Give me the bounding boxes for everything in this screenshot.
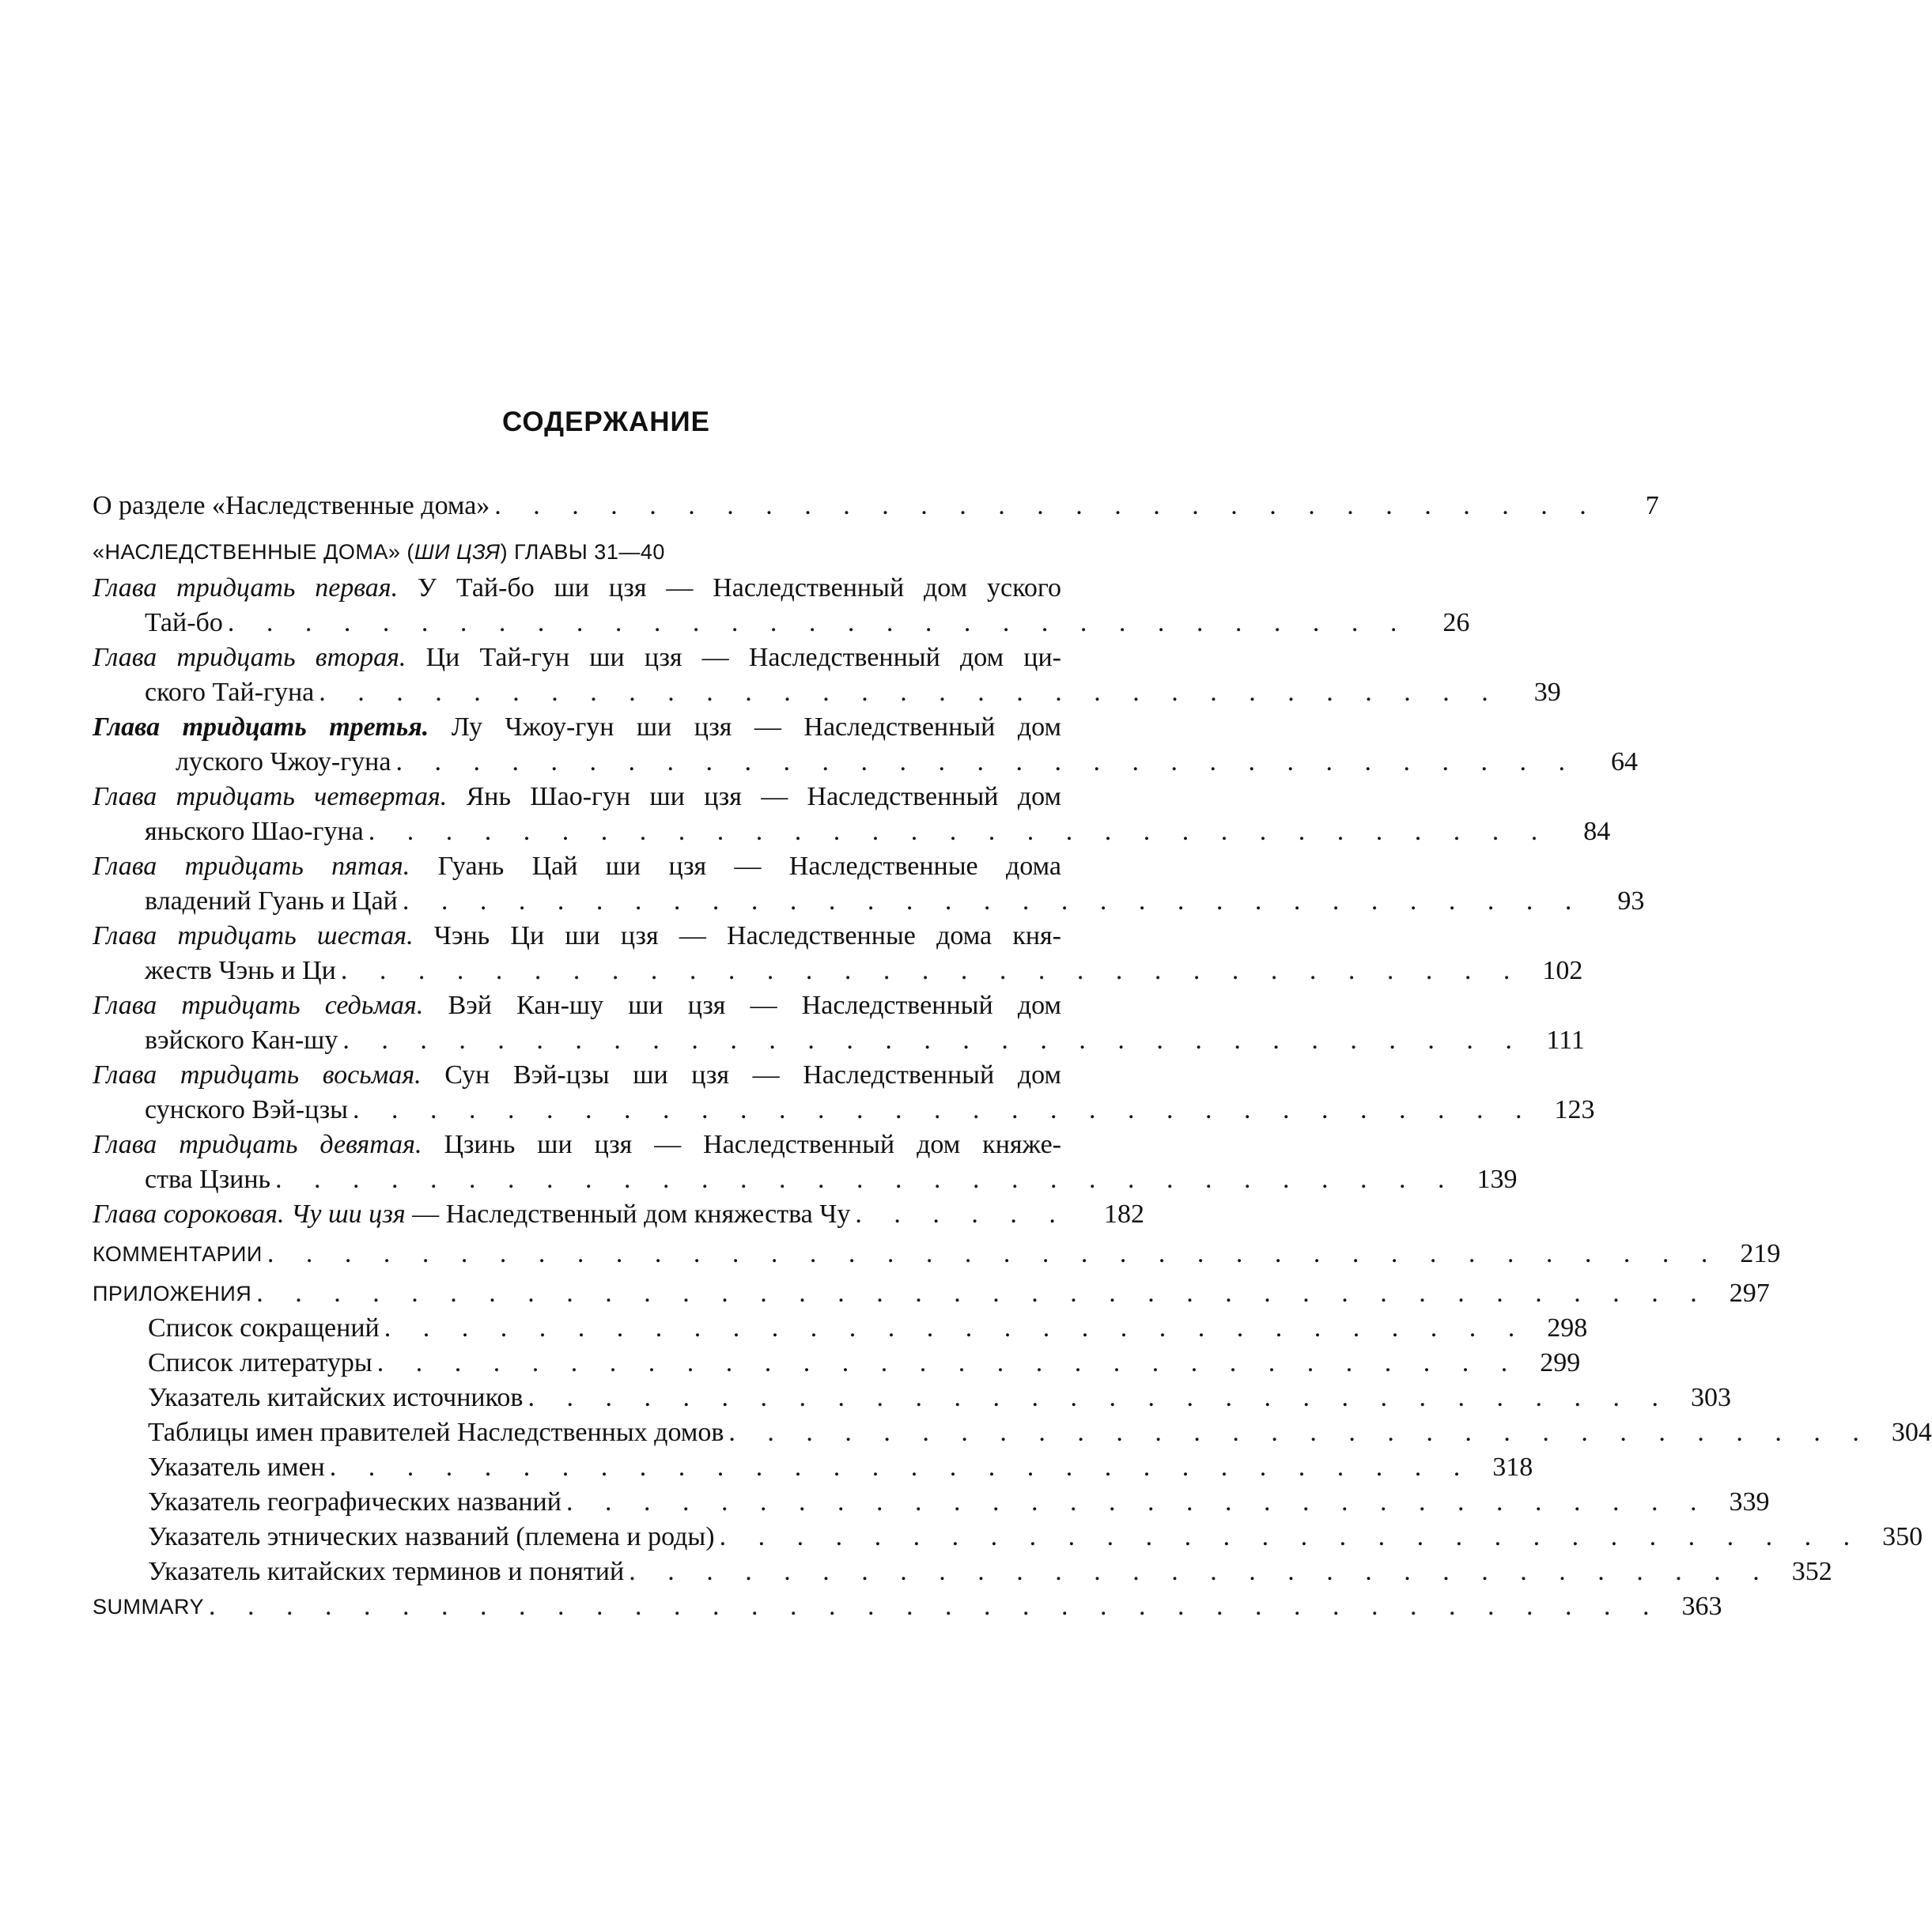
chapter-title-cont: яньского Шао-гуна [145,814,369,849]
toc-entry-chapter-38 [93,1058,1595,1128]
toc-entry-appendix-item [93,1311,1588,1346]
toc-entry-label: Указатель этнических названий (племена и роды) [148,1520,720,1555]
toc-page-number: 297 [1729,1279,1770,1308]
chapter-prefix: Глава тридцать четвертая. [93,782,448,811]
toc-entry-chapter-39 [93,1128,1518,1197]
dot-leader: . . . . . . . . . . . . . . . . . . . . . . . . . . . . . . [629,1557,1772,1586]
toc-entry-label: Таблицы имен правителей Наследственных домов [148,1415,728,1450]
toc-entry-label: О разделе «Наследственные дома» [93,489,494,523]
toc-entry-label: ПРИЛОЖЕНИЯ [93,1276,256,1311]
toc-page-number: 298 [1547,1313,1588,1343]
section-heading: «НАСЛЕДСТВЕННЫЕ ДОМА» (ШИ ЦЗЯ) ГЛАВЫ 31—40 [93,540,665,564]
dot-leader: . . . . . . [855,1200,1068,1229]
toc-entry-label: Список литературы [148,1346,377,1381]
chapter-title: Ци Тай-гун ши цзя — Наследственный дом ци- [425,643,1061,672]
toc-page-number: 102 [1542,956,1583,985]
dot-leader: . . . . . . . . . . . . . . . . . . . . . . . . . . . . . [494,491,1599,520]
toc-page-number: 339 [1729,1487,1770,1517]
toc-entry-label: Указатель имен [148,1450,330,1485]
dot-leader: . . . . . . . . . . . . . . . . . . . . . . . . . . . . . . [565,1487,1710,1517]
dot-leader: . . . . . . . . . . . . . . . . . . . . . . . . . . . . . . . . . . . . . . [256,1279,1710,1308]
toc-page-number: 139 [1476,1165,1518,1194]
toc-entry-intro [93,489,1659,523]
toc-page-number: 304 [1891,1418,1932,1447]
dot-leader: . . . . . . . . . . . . . . . . . . . . . . . . . . . . . . . . . . . . . . [267,1239,1721,1268]
dot-leader: . . . . . . . . . . . . . . . . . . . . . . . . . . . . . . [527,1383,1671,1412]
chapter-prefix: Глава тридцать пятая. [93,852,410,881]
toc-entry-label: КОММЕНТАРИИ [93,1237,267,1271]
chapter-prefix: Глава тридцать седьмая. [93,991,424,1020]
toc-page-number: 111 [1546,1026,1585,1055]
toc-entry-chapter-34 [93,780,1611,849]
toc-entry-appendix-item [93,1555,1832,1589]
toc-page-number: 219 [1740,1239,1781,1268]
toc-entry-chapter-36 [93,919,1583,988]
toc-entry-label: SUMMARY [93,1589,209,1624]
toc-entry-appendix-item [93,1485,1770,1520]
chapter-prefix: Глава тридцать шестая. [93,921,414,950]
chapter-title-cont: сунского Вэй-цзы [145,1093,353,1128]
chapter-title: Цзинь ши цзя — Наследственный дом княже- [444,1130,1061,1159]
toc-entry-appendices [93,1276,1770,1311]
toc-entry-appendix-item [93,1450,1533,1485]
dot-leader: . . . . . . . . . . . . . . . . . . . . . . . . . . . . . . [329,1453,1473,1482]
chapter-title: Гуань Цай ши цзя — Наследственные дома [437,852,1061,881]
toc-entry-chapter-37 [93,988,1585,1058]
table-of-contents [93,489,1932,1624]
toc-entry-chapter-33 [93,710,1638,780]
toc-entry-chapter-35 [93,849,1645,919]
toc-page-number: 39 [1533,678,1561,707]
toc-page-number: 123 [1554,1095,1595,1124]
chapter-prefix: Глава тридцать девятая. [93,1130,422,1159]
chapter-title: Вэй Кан-шу ши цзя — Наследственный дом [448,991,1061,1020]
chapter-prefix: Глава тридцать первая. [93,573,399,603]
chapter-title: Чэнь Ци ши цзя — Наследственные дома кня- [433,921,1061,950]
dot-leader: . . . . . . . . . . . . . . . . . . . . . . . . . . . . . . [728,1418,1872,1447]
chapter-prefix: Глава тридцать вторая. [93,643,406,672]
toc-page-number: 350 [1882,1522,1923,1551]
toc-entry-label: Указатель географических названий [148,1485,566,1520]
dot-leader: . . . . . . . . . . . . . . . . . . . . . . . . . . . . . . . [402,886,1585,916]
dot-leader: . . . . . . . . . . . . . . . . . . . . . . . . . . . . . . [384,1313,1528,1343]
chapter-title: — Наследственный дом княжества Чу [405,1200,851,1229]
dot-leader: . . . . . . . . . . . . . . . . . . . . . . . . . . . . . . [376,1348,1521,1377]
dot-leader: . . . . . . . . . . . . . . . . . . . . . . . . . . . . . . . [353,1095,1535,1124]
page-title: СОДЕРЖАНИЕ [501,406,710,437]
chapter-title-cont: луского Чжоу-гуна [176,745,395,780]
chapter-prefix: Глава сороковая. Чу ши цзя [93,1200,406,1229]
chapter-title: Сун Вэй-цзы ши цзя — Наследственный дом [444,1060,1062,1090]
toc-page-number: 26 [1442,608,1470,637]
dot-leader: . . . . . . . . . . . . . . . . . . . . . . . . . . . . . . [719,1522,1863,1551]
toc-entry-chapter-31 [93,571,1470,640]
chapter-title-cont: Тай-бо [145,606,228,640]
chapter-list [93,571,1645,1197]
toc-page-number: 303 [1690,1383,1731,1412]
chapter-title: Янь Шао-гун ши цзя — Наследственный дом [466,782,1062,811]
dot-leader: . . . . . . . . . . . . . . . . . . . . . . . . . . . . . . . . . . . . . . [209,1592,1662,1621]
toc-entry-label: Указатель китайских терминов и понятий [148,1555,629,1589]
dot-leader: . . . . . . . . . . . . . . . . . . . . . . . . . . . . . . . [319,678,1501,707]
toc-entry-commentary [93,1237,1781,1271]
toc-page-number: 363 [1681,1592,1722,1621]
toc-entry-chapter-40 [93,1197,1144,1232]
chapter-title-cont: ского Тай-гуна [145,675,319,710]
dot-leader: . . . . . . . . . . . . . . . . . . . . . . . . . . . . . . . [368,817,1551,846]
toc-entry-appendix-item [93,1346,1581,1381]
toc-entry-label: Указатель китайских источников [148,1381,527,1415]
appendix-list [93,1311,1932,1589]
toc-entry-appendix-item [93,1381,1731,1415]
toc-page-number: 299 [1540,1348,1581,1377]
chapter-title: Лу Чжоу-гун ши цзя — Наследственный дом [451,712,1062,742]
chapter-title-cont: жеств Чэнь и Ци [145,954,341,988]
toc-page-number: 93 [1617,886,1645,916]
dot-leader: . . . . . . . . . . . . . . . . . . . . . . . . . . . . . . . [340,956,1523,985]
chapter-prefix: Глава тридцать третья. [93,712,429,742]
dot-leader: . . . . . . . . . . . . . . . . . . . . . . . . . . . . . . . [342,1026,1525,1055]
dot-leader: . . . . . . . . . . . . . . . . . . . . . . . . . . . . . . . [227,608,1410,637]
toc-page-number: 318 [1492,1453,1533,1482]
toc-entry-appendix-item [93,1415,1932,1450]
chapter-title-cont: владений Гуань и Цай [145,884,403,919]
chapter-title: У Тай-бо ши цзя — Наследственный дом уского [417,573,1062,603]
toc-page-number: 352 [1791,1557,1832,1586]
toc-entry-label: Список сокращений [148,1311,384,1346]
toc-page-number: 64 [1610,747,1638,776]
chapter-title-cont: ства Цзинь [145,1162,275,1197]
toc-page-number: 7 [1645,491,1659,520]
dot-leader: . . . . . . . . . . . . . . . . . . . . . . . . . . . . . . . [275,1165,1458,1194]
toc-entry-chapter-32 [93,640,1561,710]
toc-page-number: 84 [1583,817,1611,846]
dot-leader: . . . . . . . . . . . . . . . . . . . . . . . . . . . . . . . [395,747,1578,776]
toc-entry-appendix-item [93,1520,1923,1555]
toc-page-number: 182 [1104,1200,1144,1229]
chapter-title-cont: вэйского Кан-шу [145,1023,342,1058]
toc-entry-summary [93,1589,1722,1624]
chapter-prefix: Глава тридцать восьмая. [93,1060,422,1090]
